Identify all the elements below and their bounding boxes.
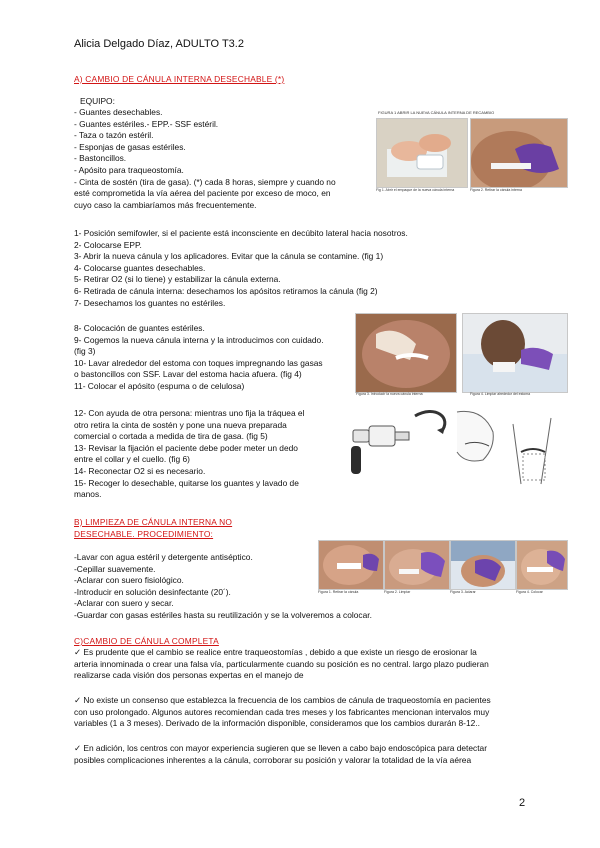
check-icon: ✓ <box>74 743 82 753</box>
step-item: 12- Con ayuda de otra persona: mientras uno fija la tráquea el <box>74 408 305 418</box>
figure-4-image <box>462 313 568 393</box>
cleaning-figure-1-image <box>318 540 384 590</box>
list-item: - Apósito para traqueostomía. <box>74 164 184 175</box>
equipo-title: EQUIPO: <box>80 96 115 106</box>
step-item: 1- Posición semifowler, si el paciente está inconsciente en decúbito lateral hacia nosotros. <box>74 228 408 238</box>
list-item: - Cinta de sostén (tira de gasa). (*) cada 8 horas, siempre y cuando no <box>74 176 336 187</box>
step-item: o bastoncillos con SSF. Lavar del estoma hacia afuera. (fig 4) <box>74 369 302 380</box>
step-item: 8- Colocación de guantes estériles. <box>74 323 205 333</box>
figure-4-caption: Figura 4. Limpiar alrededor del estoma <box>470 392 531 396</box>
step-item: manos. <box>74 489 102 500</box>
section-c-title: C)CAMBIO DE CÁNULA COMPLETA <box>74 636 219 646</box>
fixation-illustration <box>345 404 565 486</box>
step-item: 5- Retirar O2 (si lo tiene) y estabilizar la cánula externa. <box>74 274 281 285</box>
list-item: - Guantes desechables. <box>74 107 163 117</box>
cleaning-figure-3-image <box>450 540 516 590</box>
step-item: 10- Lavar alrededor del estoma con toques impregnando las gasas <box>74 357 323 368</box>
cleaning-figure-1-caption: Figura 1. Retirar la cánula <box>318 590 359 594</box>
figure-2-caption: Figura 2. Retirar la cánula interna <box>470 188 522 192</box>
figure-group-caption: FIGURA 1 ABRIR LA NUEVA CÁNULA INTERNA DE RECAMBIO <box>378 110 495 115</box>
step-item: comercial o cortada a medida de tira de gasa. (fig 5) <box>74 431 268 442</box>
list-item: -Cepillar suavemente. <box>74 563 156 574</box>
section-a-title: A) CAMBIO DE CÁNULA INTERNA DESECHABLE (*) <box>74 74 285 84</box>
step-item: otro retira la cinta de sostén y pone una nueva preparada <box>74 419 287 430</box>
step-item: entre el collar y el cuello. (fig 6) <box>74 454 190 465</box>
section-c-paragraph-1: ✓ Es prudente que el cambio se realice entre traqueostomías , debido a que existe un riesgo de erosionar la arteria innominada o crear una falsa vía, particularmente cuando su posición es no central. largo plazo pudieran realizarse cada visión dos personas expertas en el manejo de <box>74 647 489 681</box>
figure-3-image <box>355 313 457 393</box>
steps-12-15 <box>74 408 304 501</box>
step-item: 15- Recoger lo desechable, quitarse los guantes y lavado de <box>74 477 299 488</box>
step-item: 6- Retirada de cánula interna: desechamos los apósitos retiramos la cánula (fig 2) <box>74 285 378 296</box>
figure-3-caption: Figura 3. Introducir la nueva cánula interna <box>356 392 423 396</box>
list-item: - Esponjas de gasas estériles. <box>74 141 186 152</box>
equipo-list <box>74 107 336 211</box>
list-item: - Taza o tazón estéril. <box>74 130 154 141</box>
list-item: - Bastoncillos. <box>74 153 127 164</box>
step-item: 4- Colocarse guantes desechables. <box>74 262 206 273</box>
step-item: 14- Reconectar O2 si es necesario. <box>74 465 206 476</box>
list-item: - Guantes estériles.- EPP.- SSF estéril. <box>74 118 219 129</box>
section-b-title-line2: DESECHABLE. PROCEDIMIENTO: <box>74 529 214 539</box>
figure-1-image <box>376 118 468 188</box>
list-item: -Aclarar con suero fisiológico. <box>74 575 184 586</box>
step-item: 9- Cogemos la nueva cánula interna y la introducimos con cuidado. <box>74 334 324 345</box>
steps-1-7 <box>74 228 408 309</box>
list-item: -Aclarar con suero y secar. <box>74 598 174 609</box>
figure-2-image <box>470 118 568 188</box>
step-item: 7- Desechamos los guantes no estériles. <box>74 297 226 308</box>
list-item: cuyo caso la cambiaríamos más frecuentemente. <box>74 199 257 210</box>
section-c-paragraph-2: ✓ No existe un consenso que establezca la frecuencia de los cambios de cánula de traqueostomía en pacientes con uso prolongado. Algunos autores recomiendan cada tres meses y los fabricantes mencionan intervalos muy variables (1 a 3 meses). Derivado de la información disponible, consideramos que los cambios durarán 8-12.. <box>74 695 491 729</box>
steps-8-11 <box>74 323 324 393</box>
document-header: Alicia Delgado Díaz, ADULTO T3.2 <box>74 38 244 50</box>
cleaning-figure-4-caption: Figura 4. Colocar <box>516 590 543 594</box>
page-number: 2 <box>519 797 526 809</box>
step-item: 2- Colocarse EPP. <box>74 239 142 250</box>
list-item: -Introducir en solución desinfectante (20´). <box>74 586 231 597</box>
step-item: (fig 3) <box>74 346 96 357</box>
cleaning-figure-2-image <box>384 540 450 590</box>
list-item: esté comprometida la vía aérea del paciente por exceso de moco, en <box>74 188 331 199</box>
step-item: 13- Revisar la fijación el paciente debe poder meter un dedo <box>74 442 298 453</box>
list-item: -Guardar con gasas estériles hasta su reutilización y se la volveremos a colocar. <box>74 609 372 620</box>
list-item: -Lavar con agua estéril y detergente antiséptico. <box>74 552 253 562</box>
step-item: 11- Colocar el apósito (espuma o de celulosa) <box>74 380 245 391</box>
figure-1-caption: Fig 1. Abrir el empaque de la nueva cánula interna <box>376 188 455 192</box>
check-icon: ✓ <box>74 695 82 705</box>
section-b-title-line1: B) LIMPIEZA DE CÁNULA INTERNA NO <box>74 517 233 527</box>
check-icon: ✓ <box>74 647 82 657</box>
section-c-paragraph-3: ✓ En adición, los centros con mayor experiencia sugieren que se lleven a cabo bajo endoscópica para detectar posibles complicaciones inherentes a la cánula, corroborar su posición y valorar la totalidad de la vía aérea <box>74 743 488 765</box>
cleaning-figure-4-image <box>516 540 568 590</box>
cleaning-figure-3-caption: Figura 3. Aclarar <box>450 590 476 594</box>
cleaning-figure-2-caption: Figura 2. Limpiar <box>384 590 411 594</box>
step-item: 3- Abrir la nueva cánula y los aplicadores. Evitar que la cánula se contamine. (fig 1) <box>74 251 384 262</box>
